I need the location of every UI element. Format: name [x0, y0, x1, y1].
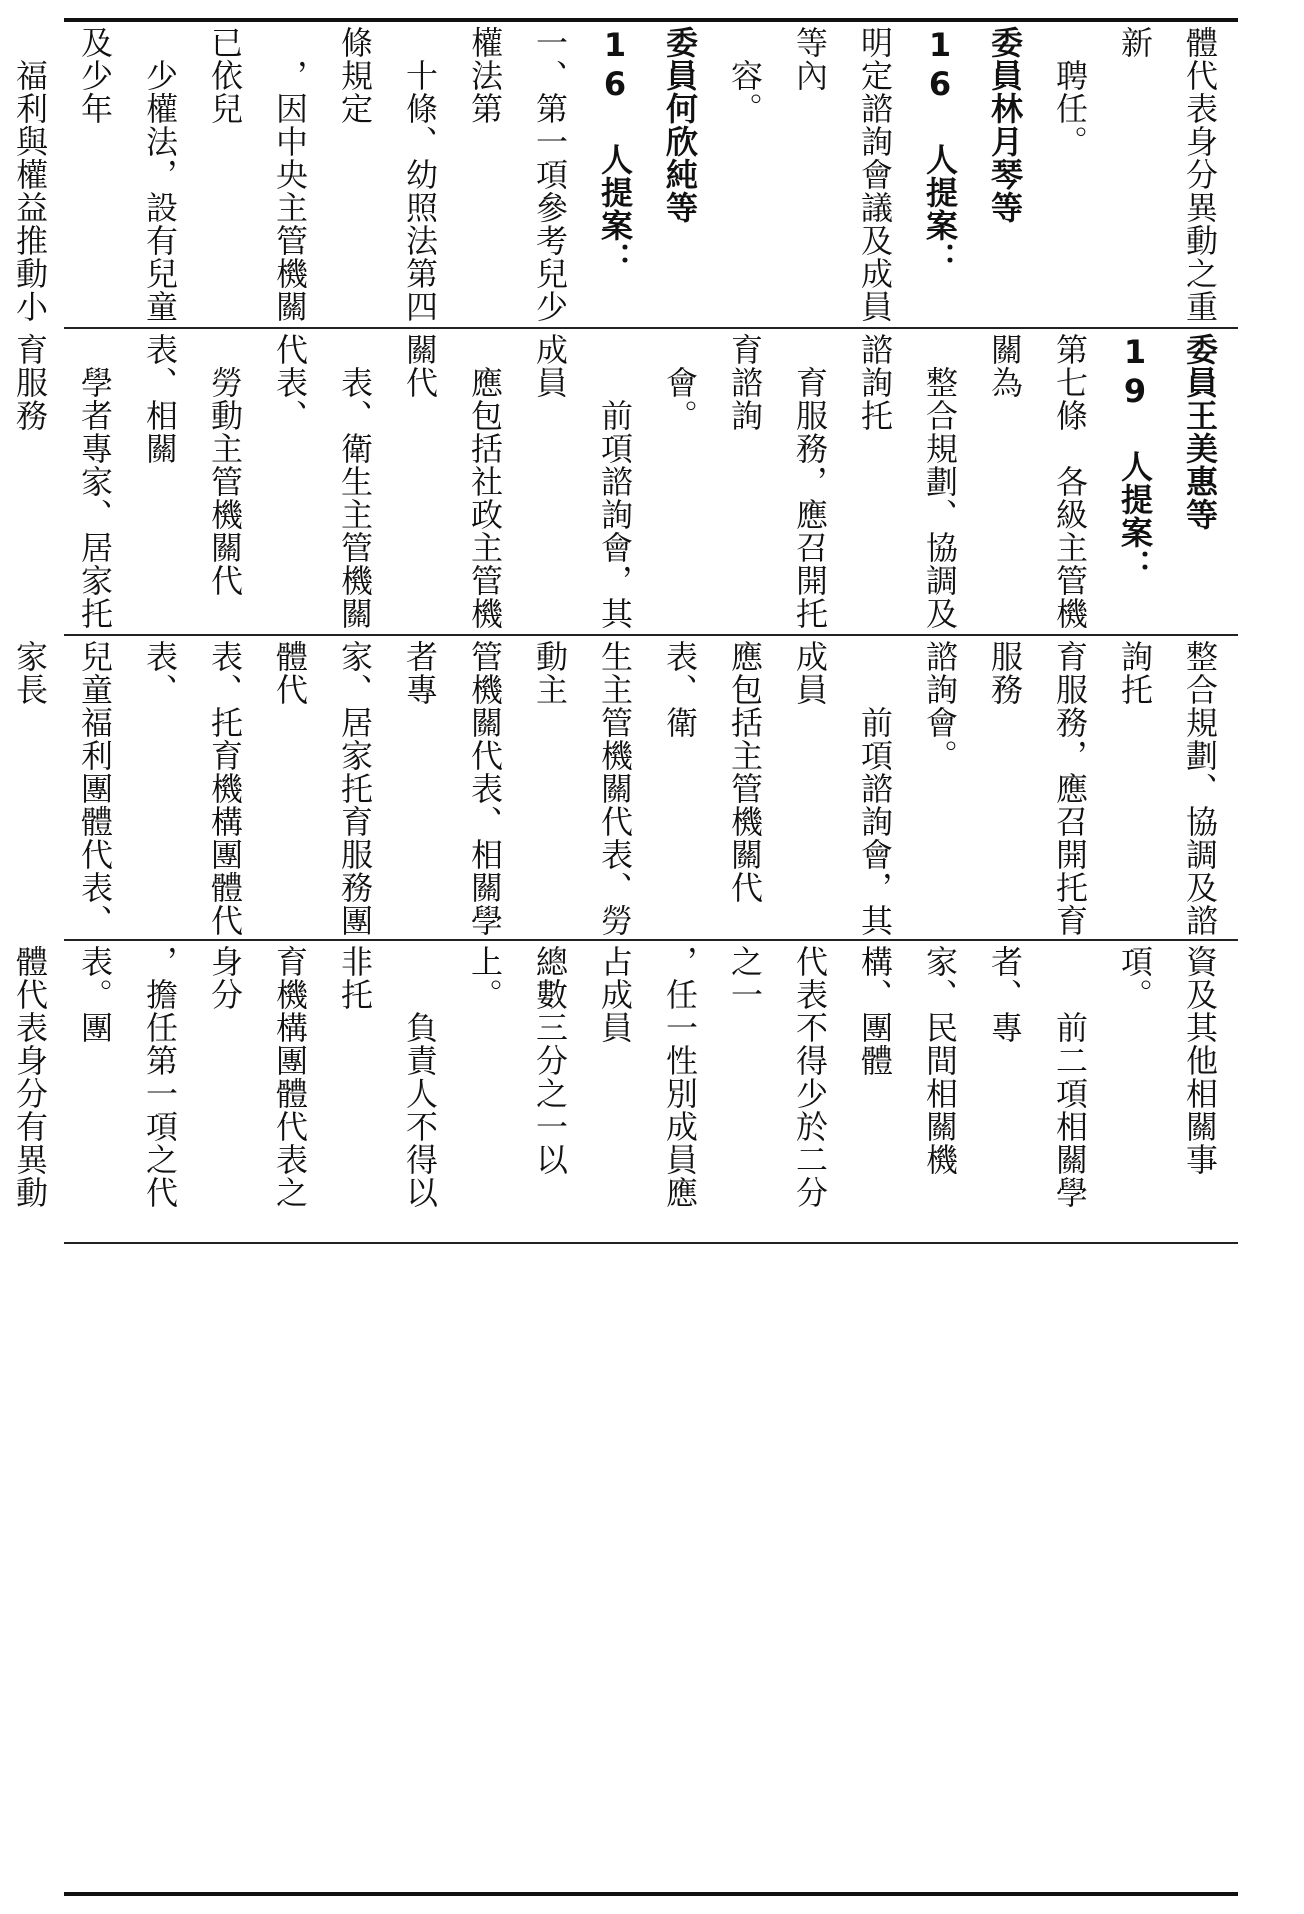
top-rule [64, 18, 1238, 22]
column-separator-2 [64, 634, 1238, 636]
text-line: ，擔任第一項之代表。團 [76, 945, 179, 1209]
text-line: 整合規劃、協調及諮詢托 [1116, 640, 1219, 937]
text-line: 家、民間相關機構、團體 [856, 945, 959, 1176]
text-line: 勞動主管機關代表、相關 [141, 333, 244, 597]
text-line: 整合規劃、協調及諮詢托 [856, 333, 959, 630]
text-line: 少權法，設有兒童及少年 [76, 26, 179, 323]
text-line: 家、居家托育服務團體代 [271, 640, 374, 937]
text-line: 管機關代表、相關學者專 [401, 640, 504, 937]
text-line: ，因中央主管機關已依兒 [206, 26, 309, 323]
text-line: 負責人不得以非托 [336, 945, 439, 1209]
text-line: 體代表身分有異動 [11, 945, 49, 1209]
column-text-3 [11, 640, 1232, 938]
text-line: 十條、幼照法第四條規定 [336, 26, 439, 323]
text-line: 育服務，應召開托育諮詢 [726, 333, 829, 630]
text-line: 資及其他相關事項。 [1116, 945, 1219, 1176]
proposal-heading: 委員林月琴等 16 人提案： [921, 26, 1024, 275]
text-line: 育機構團體代表之身分 [206, 945, 309, 1209]
column-separator-1 [64, 327, 1238, 329]
text-line: 明定諮詢會議及成員等內 [791, 26, 894, 323]
text-line: 應包括主管機關代表、衛 [661, 640, 764, 904]
text-line: 學者專家、居家托育服務 [11, 333, 114, 630]
text-line: 一、第一項參考兒少權法第 [466, 26, 569, 323]
text-line: 兒童福利團體代表、家長 [11, 640, 114, 937]
column-text-2 [11, 333, 1232, 633]
column-separator-3 [64, 939, 1238, 941]
text-line: 前項諮詢會，其成員 [791, 640, 894, 937]
text-line: 生主管機關代表、勞動主 [531, 640, 634, 937]
text-line: 總數三分之一以上。 [466, 945, 569, 1176]
column-text-4 [11, 945, 1232, 1241]
text-column-2 [11, 333, 1232, 633]
text-line: 代表不得少於二分之一 [726, 945, 829, 1209]
text-column-3 [11, 640, 1232, 938]
text-column-4 [11, 945, 1232, 1241]
column-text-1 [11, 26, 1232, 326]
text-line: 第七條 各級主管機關為 [986, 333, 1089, 630]
text-line: 會。 [661, 333, 699, 432]
text-line: 容。 [726, 26, 764, 125]
column-separator-4 [64, 1242, 1238, 1244]
text-line: ，任一性別成員應占成員 [596, 945, 699, 1209]
text-line: 育服務，應召開托育服務 [986, 640, 1089, 937]
text-line: 前二項相關學者、專 [986, 945, 1089, 1209]
text-column-1 [11, 26, 1232, 326]
text-line: 體代表身分異動之重新 [1116, 26, 1219, 323]
bottom-rule [64, 1892, 1238, 1896]
proposal-heading: 委員王美惠等 19 人提案： [1116, 333, 1219, 582]
text-line: 表、衛生主管機關代表、 [271, 333, 374, 630]
text-line: 應包括社政主管機關代 [401, 333, 504, 630]
proposal-heading: 委員何欣純等 16 人提案： [596, 26, 699, 275]
text-line: 諮詢會。 [921, 640, 959, 772]
text-line: 前項諮詢會，其成員 [531, 333, 634, 630]
text-line: 福利與權益推動小 [11, 59, 49, 323]
text-line: 表、托育機構團體代表、 [141, 640, 244, 937]
text-line: 聘任。 [1051, 26, 1089, 158]
